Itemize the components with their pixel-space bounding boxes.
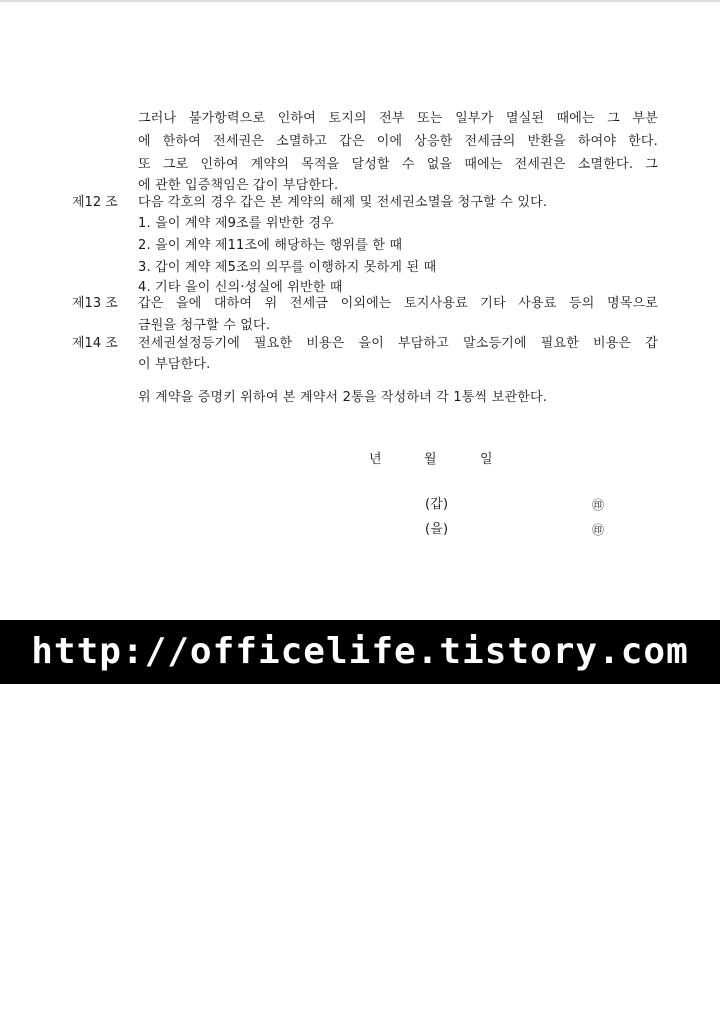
watermark-url: http://officelife.tistory.com [31, 631, 689, 672]
article-12-item-2: 2. 을이 계약 제11조에 해당하는 행위를 한 때 [138, 238, 403, 253]
article-12-label: 제12 조 [72, 195, 118, 210]
article-12-item-1: 1. 을이 계약 제9조를 위반한 경우 [138, 216, 335, 231]
date-day-label: 일 [480, 452, 493, 467]
force-majeure-line-1: 그러나 불가항력으로 인하여 토지의 전부 또는 일부가 멸실된 때에는 그 부분 [138, 111, 658, 126]
article-13-label: 제13 조 [72, 296, 118, 311]
article-13-line-2: 금원을 청구할 수 없다. [138, 318, 271, 333]
force-majeure-line-3: 또 그로 인하여 계약의 목적을 달성할 수 없을 때에는 전세권은 소멸한다. 그 [138, 157, 658, 172]
closing-statement: 위 계약을 증명키 위하여 본 계약서 2통을 작성하녀 각 1통씩 보관한다. [138, 390, 548, 405]
signature-party-gap: (갑) [425, 497, 449, 512]
article-14-label: 제14 조 [72, 336, 118, 351]
article-13-line-1: 갑은 을에 대하여 위 전세금 이외에는 토지사용료 기타 사용료 등의 명목으로 [138, 296, 658, 311]
page-top-border [0, 0, 720, 2]
seal-icon: ㊞ [592, 523, 605, 537]
seal-icon: ㊞ [592, 498, 605, 512]
date-year-label: 년 [369, 452, 382, 467]
date-month-label: 월 [424, 452, 437, 467]
article-14-line-2: 이 부담한다. [138, 357, 211, 372]
article-12-text: 다음 각호의 경우 갑은 본 계약의 해제 및 전세권소멸을 청구할 수 있다. [138, 195, 548, 210]
article-14-line-1: 전세권설정등기에 필요한 비용은 을이 부담하고 말소등기에 필요한 비용은 갑 [138, 336, 658, 351]
force-majeure-line-2: 에 한하여 전세권은 소멸하고 갑은 이에 상응한 전세금의 반환을 하여야 한다. [138, 134, 658, 149]
watermark-banner [0, 620, 720, 684]
signature-party-eul: (을) [425, 522, 449, 537]
article-12-item-4: 4. 기타 을이 신의·성실에 위반한 때 [138, 280, 343, 295]
article-12-item-3: 3. 갑이 계약 제5조의 의무를 이행하지 못하게 된 때 [138, 260, 437, 275]
force-majeure-line-4: 에 관한 입증책임은 갑이 부담한다. [138, 178, 339, 193]
